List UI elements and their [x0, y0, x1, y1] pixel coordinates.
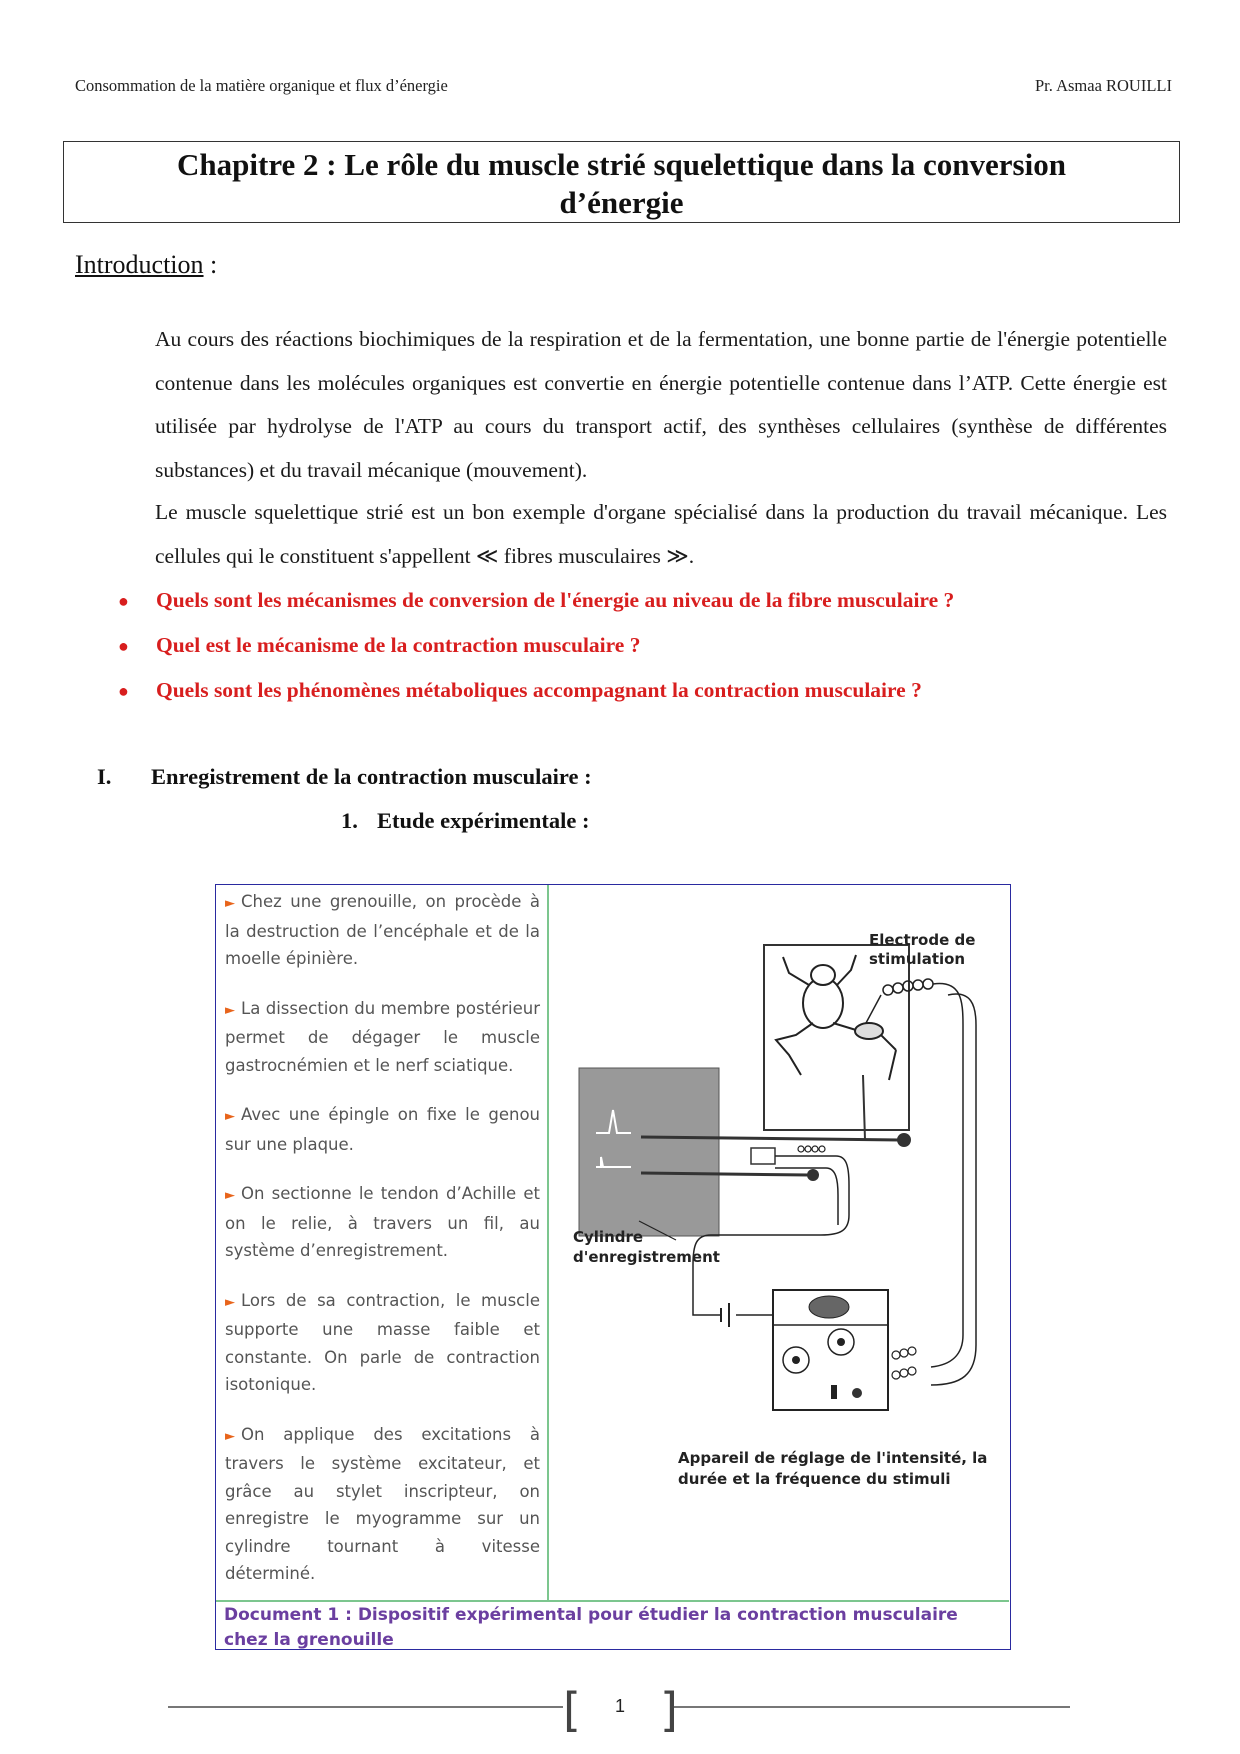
subsection-title: Etude expérimentale : — [377, 808, 590, 833]
intro-paragraph-1: Au cours des réactions biochimiques de la respiration et de la fermentation, une bonne partie de l'énergie potentielle contenue dans les molécules organiques est convertie en énergie potentielle contenue dans l’ATP. Cette énergie est utilisée par hydrolyse de l'ATP au cours du transport actif, des synthèses cellulaires (synthèse de différentes substances) et du travail mécanique (mouvement). — [155, 327, 1167, 482]
step-2: ► La dissection du membre postérieur permet de dégager le muscle gastrocnémien et le nerf sciatique. — [225, 998, 540, 1075]
arrow-icon: ► — [225, 1109, 235, 1124]
label-device-1: Appareil de réglage de l'intensité, la — [678, 1449, 988, 1467]
label-electrode-1: Electrode de — [869, 931, 976, 949]
header-left: Consommation de la matière organique et flux d’énergie — [75, 76, 448, 95]
label-cylinder-1: Cylindre — [573, 1228, 644, 1246]
step-1: ► Chez une grenouille, on procède à la destruction de l’encéphale et de la moelle épinière. — [225, 892, 540, 968]
introduction-suffix: : — [203, 250, 218, 279]
signal-lever — [641, 1173, 809, 1175]
chapter-title-line2: d’énergie — [559, 185, 684, 220]
stimulator-button — [852, 1388, 862, 1398]
experimental-setup-figure — [551, 885, 1009, 1600]
step-6: ► On applique des excitations à travers le système excitateur, et grâce au stylet inscripteur, on enregistre le myogramme sur un cylindre tournant à vitesse déterminé. — [225, 1424, 540, 1583]
section-number: I. — [97, 764, 112, 789]
document-1 — [215, 884, 1011, 1650]
chapter-title-line1: Chapitre 2 : Le rôle du muscle strié squelettique dans la conversion — [177, 147, 1066, 182]
signal-marker — [751, 1148, 775, 1164]
recording-cylinder — [579, 1068, 719, 1236]
step-5: ► Lors de sa contraction, le muscle supporte une masse faible et constante. On parle de contraction isotonique. — [225, 1290, 540, 1394]
step-4: ► On sectionne le tendon d’Achille et on le relie, à travers un fil, au système d’enregistrement. — [225, 1184, 540, 1260]
step-3: ► Avec une épingle on fixe le genou sur une plaque. — [225, 1105, 540, 1154]
bullet-icon: ● — [118, 591, 129, 611]
output-coil — [892, 1347, 916, 1379]
question-3: ● Quels sont les phénomènes métaboliques accompagnant la contraction musculaire ? — [118, 678, 922, 702]
document-steps — [216, 885, 549, 1600]
arrow-icon: ► — [225, 1428, 235, 1444]
label-device-2: durée et la fréquence du stimuli — [678, 1470, 951, 1488]
wire-2 — [775, 1168, 838, 1225]
header-right: Pr. Asmaa ROUILLI — [1034, 76, 1172, 95]
chapter-title — [63, 141, 1180, 223]
bullet-icon: ● — [118, 681, 129, 701]
question-1: ● Quels sont les mécanismes de conversion de l'énergie au niveau de la fibre musculaire ? — [118, 588, 955, 612]
signal-pivot — [807, 1169, 819, 1181]
introduction-heading — [75, 250, 217, 280]
arrow-icon: ► — [225, 1294, 235, 1310]
bullet-icon: ● — [118, 636, 129, 656]
label-electrode-2: stimulation — [869, 950, 966, 968]
stimulator-switch — [831, 1385, 837, 1399]
lever-pivot — [897, 1133, 911, 1147]
stimulator-display — [809, 1296, 849, 1318]
footer-brace-right: ] — [660, 1683, 678, 1737]
arrow-icon: ► — [225, 896, 235, 911]
signal-coil — [798, 1146, 825, 1152]
footer-brace-left: [ — [563, 1683, 581, 1737]
introduction-label: Introduction — [75, 250, 204, 279]
intro-paragraph-2: Le muscle squelettique strié est un bon exemple d'organe spécialisé dans la production du travail mécanique. Les cellules qui le constituent s'appellent ≪ fibres musculaires ≫. — [155, 500, 1167, 568]
label-cylinder-2: d'enregistrement — [573, 1248, 720, 1266]
question-2: ● Quel est le mécanisme de la contraction musculaire ? — [118, 633, 641, 657]
document-caption: Document 1 : Dispositif expérimental pour étudier la contraction musculaire chez la grenouille — [216, 1600, 1009, 1649]
arrow-icon: ► — [225, 1188, 235, 1203]
subsection-number: 1. — [341, 808, 358, 833]
section-title: Enregistrement de la contraction musculaire : — [151, 764, 592, 789]
arrow-icon: ► — [225, 1002, 235, 1018]
page-number: 1 — [614, 1696, 625, 1716]
